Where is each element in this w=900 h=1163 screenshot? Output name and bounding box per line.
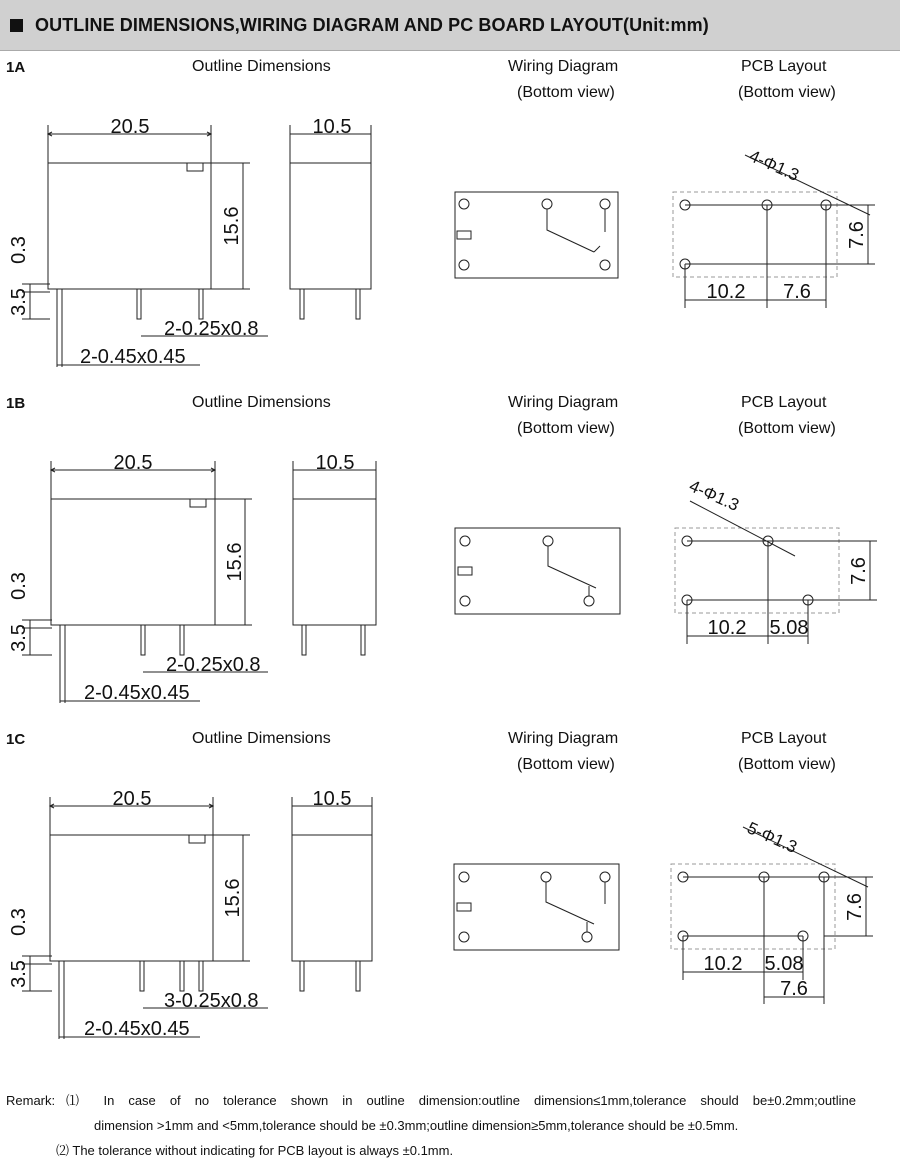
- gap-value: 0.3: [8, 572, 30, 600]
- pcb-spacing-a: 10.2: [706, 281, 746, 303]
- section-id: 1A: [6, 59, 26, 76]
- pin-small: [137, 289, 141, 319]
- wiring-bottom-view-label: (Bottom view): [517, 420, 615, 437]
- wiring-pin: [459, 199, 469, 209]
- wiring-pin: [582, 932, 592, 942]
- contact-switch: [546, 882, 594, 924]
- pin-small: [141, 625, 145, 655]
- pcb-hole-spec: 5-Φ1.3: [744, 818, 800, 857]
- wiring-pin: [460, 596, 470, 606]
- pcb-bottom-view-label: (Bottom view): [738, 756, 836, 773]
- pcb-spacing-b: 7.6: [783, 281, 811, 303]
- pin-length-value: 3.5: [8, 288, 30, 316]
- remark-note-1-continued: dimension >1mm and <5mm,tolerance should be ±0.3mm;outline dimension≥5mm,tolerance should be ±0.5mm.: [94, 1118, 739, 1133]
- pcb-hole-spec: 4-Φ1.3: [686, 476, 742, 515]
- height-value: 15.6: [222, 878, 244, 918]
- section-1c-drawing: [0, 724, 900, 1060]
- page-title: OUTLINE DIMENSIONS,WIRING DIAGRAM AND PC BOARD LAYOUT(Unit:mm): [35, 14, 709, 35]
- remark-note-2: ⑵ The tolerance without indicating for PCB layout is always ±0.1mm.: [56, 1143, 454, 1158]
- height-value: 15.6: [224, 542, 246, 582]
- wiring-pin: [600, 199, 610, 209]
- section-1a: [0, 52, 900, 388]
- relay-front-notch: [189, 835, 205, 843]
- pcb-layout-label: PCB Layout: [741, 58, 827, 75]
- pcb-spacing-c: 7.6: [780, 978, 808, 1000]
- page-header: [0, 0, 900, 51]
- pcb-spacing-b: 5.08: [764, 953, 804, 975]
- pin-small: [180, 625, 184, 655]
- wiring-pin: [600, 872, 610, 882]
- section-1c: [0, 724, 900, 1060]
- coil-symbol: [457, 231, 471, 239]
- relay-front-outline: [50, 835, 213, 961]
- depth-value: 10.5: [312, 788, 352, 810]
- relay-front-outline: [48, 163, 211, 289]
- pcb-hole-spec: 4-Φ1.3: [746, 146, 802, 185]
- relay-side-outline: [290, 163, 371, 289]
- width-value: 20.5: [113, 452, 153, 474]
- large-pin-spec: 2-0.45x0.45: [80, 346, 186, 368]
- height-value: 15.6: [221, 206, 243, 246]
- large-pin-spec: 2-0.45x0.45: [84, 1018, 190, 1040]
- wiring-pin: [460, 536, 470, 546]
- wiring-bottom-view-label: (Bottom view): [517, 756, 615, 773]
- depth-value: 10.5: [315, 452, 355, 474]
- section-id: 1B: [6, 395, 26, 412]
- large-pin-spec: 2-0.45x0.45: [84, 682, 190, 704]
- section-1a-drawing: [0, 52, 900, 388]
- section-id: 1C: [6, 731, 26, 748]
- relay-side-outline: [292, 835, 372, 961]
- wiring-outline: [455, 528, 620, 614]
- wiring-pin: [543, 536, 553, 546]
- remark-note-1: ⑴ In case of no tolerance shown in outline dimension:outline dimension≤1mm,tolerance should be±0.2mm;outline: [66, 1093, 856, 1108]
- wiring-outline: [455, 192, 618, 278]
- wiring-pin: [600, 260, 610, 270]
- depth-value: 10.5: [312, 116, 352, 138]
- coil-symbol: [458, 567, 472, 575]
- width-value: 20.5: [112, 788, 152, 810]
- wiring-diagram-label: Wiring Diagram: [508, 394, 619, 411]
- outline-dimensions-label: Outline Dimensions: [192, 730, 331, 747]
- relay-side-outline: [293, 499, 376, 625]
- small-pin-spec: 2-0.25x0.8: [166, 654, 261, 676]
- remark-label: Remark:: [6, 1093, 56, 1108]
- wiring-diagram-label: Wiring Diagram: [508, 730, 619, 747]
- small-pin-spec: 3-0.25x0.8: [164, 990, 259, 1012]
- wiring-pin: [584, 596, 594, 606]
- wiring-pin: [541, 872, 551, 882]
- wiring-diagram-label: Wiring Diagram: [508, 58, 619, 75]
- contact-switch: [547, 209, 594, 252]
- pcb-layout-label: PCB Layout: [741, 730, 827, 747]
- pin-small: [140, 961, 144, 991]
- section-1b-drawing: [0, 388, 900, 724]
- wiring-pin: [459, 932, 469, 942]
- pcb-layout-label: PCB Layout: [741, 394, 827, 411]
- pin-small: [180, 961, 184, 991]
- wiring-pin: [459, 260, 469, 270]
- wiring-pin: [542, 199, 552, 209]
- pcb-spacing-b: 5.08: [769, 617, 809, 639]
- pcb-bottom-view-label: (Bottom view): [738, 420, 836, 437]
- coil-symbol: [457, 903, 471, 911]
- section-1b: [0, 388, 900, 724]
- pin-length-value: 3.5: [8, 960, 30, 988]
- wiring-bottom-view-label: (Bottom view): [517, 84, 615, 101]
- gap-value: 0.3: [8, 908, 30, 936]
- small-pin-spec: 2-0.25x0.8: [164, 318, 259, 340]
- pin-length-value: 3.5: [8, 624, 30, 652]
- wiring-pin: [459, 872, 469, 882]
- pin-small: [199, 961, 203, 991]
- relay-front-outline: [51, 499, 215, 625]
- gap-value: 0.3: [8, 236, 30, 264]
- pcb-row-spacing: 7.6: [844, 893, 866, 921]
- relay-front-notch: [190, 499, 206, 507]
- outline-dimensions-label: Outline Dimensions: [192, 58, 331, 75]
- contact-switch: [548, 546, 596, 588]
- pcb-spacing-a: 10.2: [703, 953, 743, 975]
- relay-front-notch: [187, 163, 203, 171]
- width-value: 20.5: [110, 116, 150, 138]
- outline-dimensions-label: Outline Dimensions: [192, 394, 331, 411]
- pcb-spacing-a: 10.2: [707, 617, 747, 639]
- square-bullet-icon: [10, 19, 23, 32]
- pin-small: [199, 289, 203, 319]
- pcb-bottom-view-label: (Bottom view): [738, 84, 836, 101]
- pcb-row-spacing: 7.6: [846, 221, 868, 249]
- wiring-outline: [454, 864, 619, 950]
- pcb-row-spacing: 7.6: [848, 557, 870, 585]
